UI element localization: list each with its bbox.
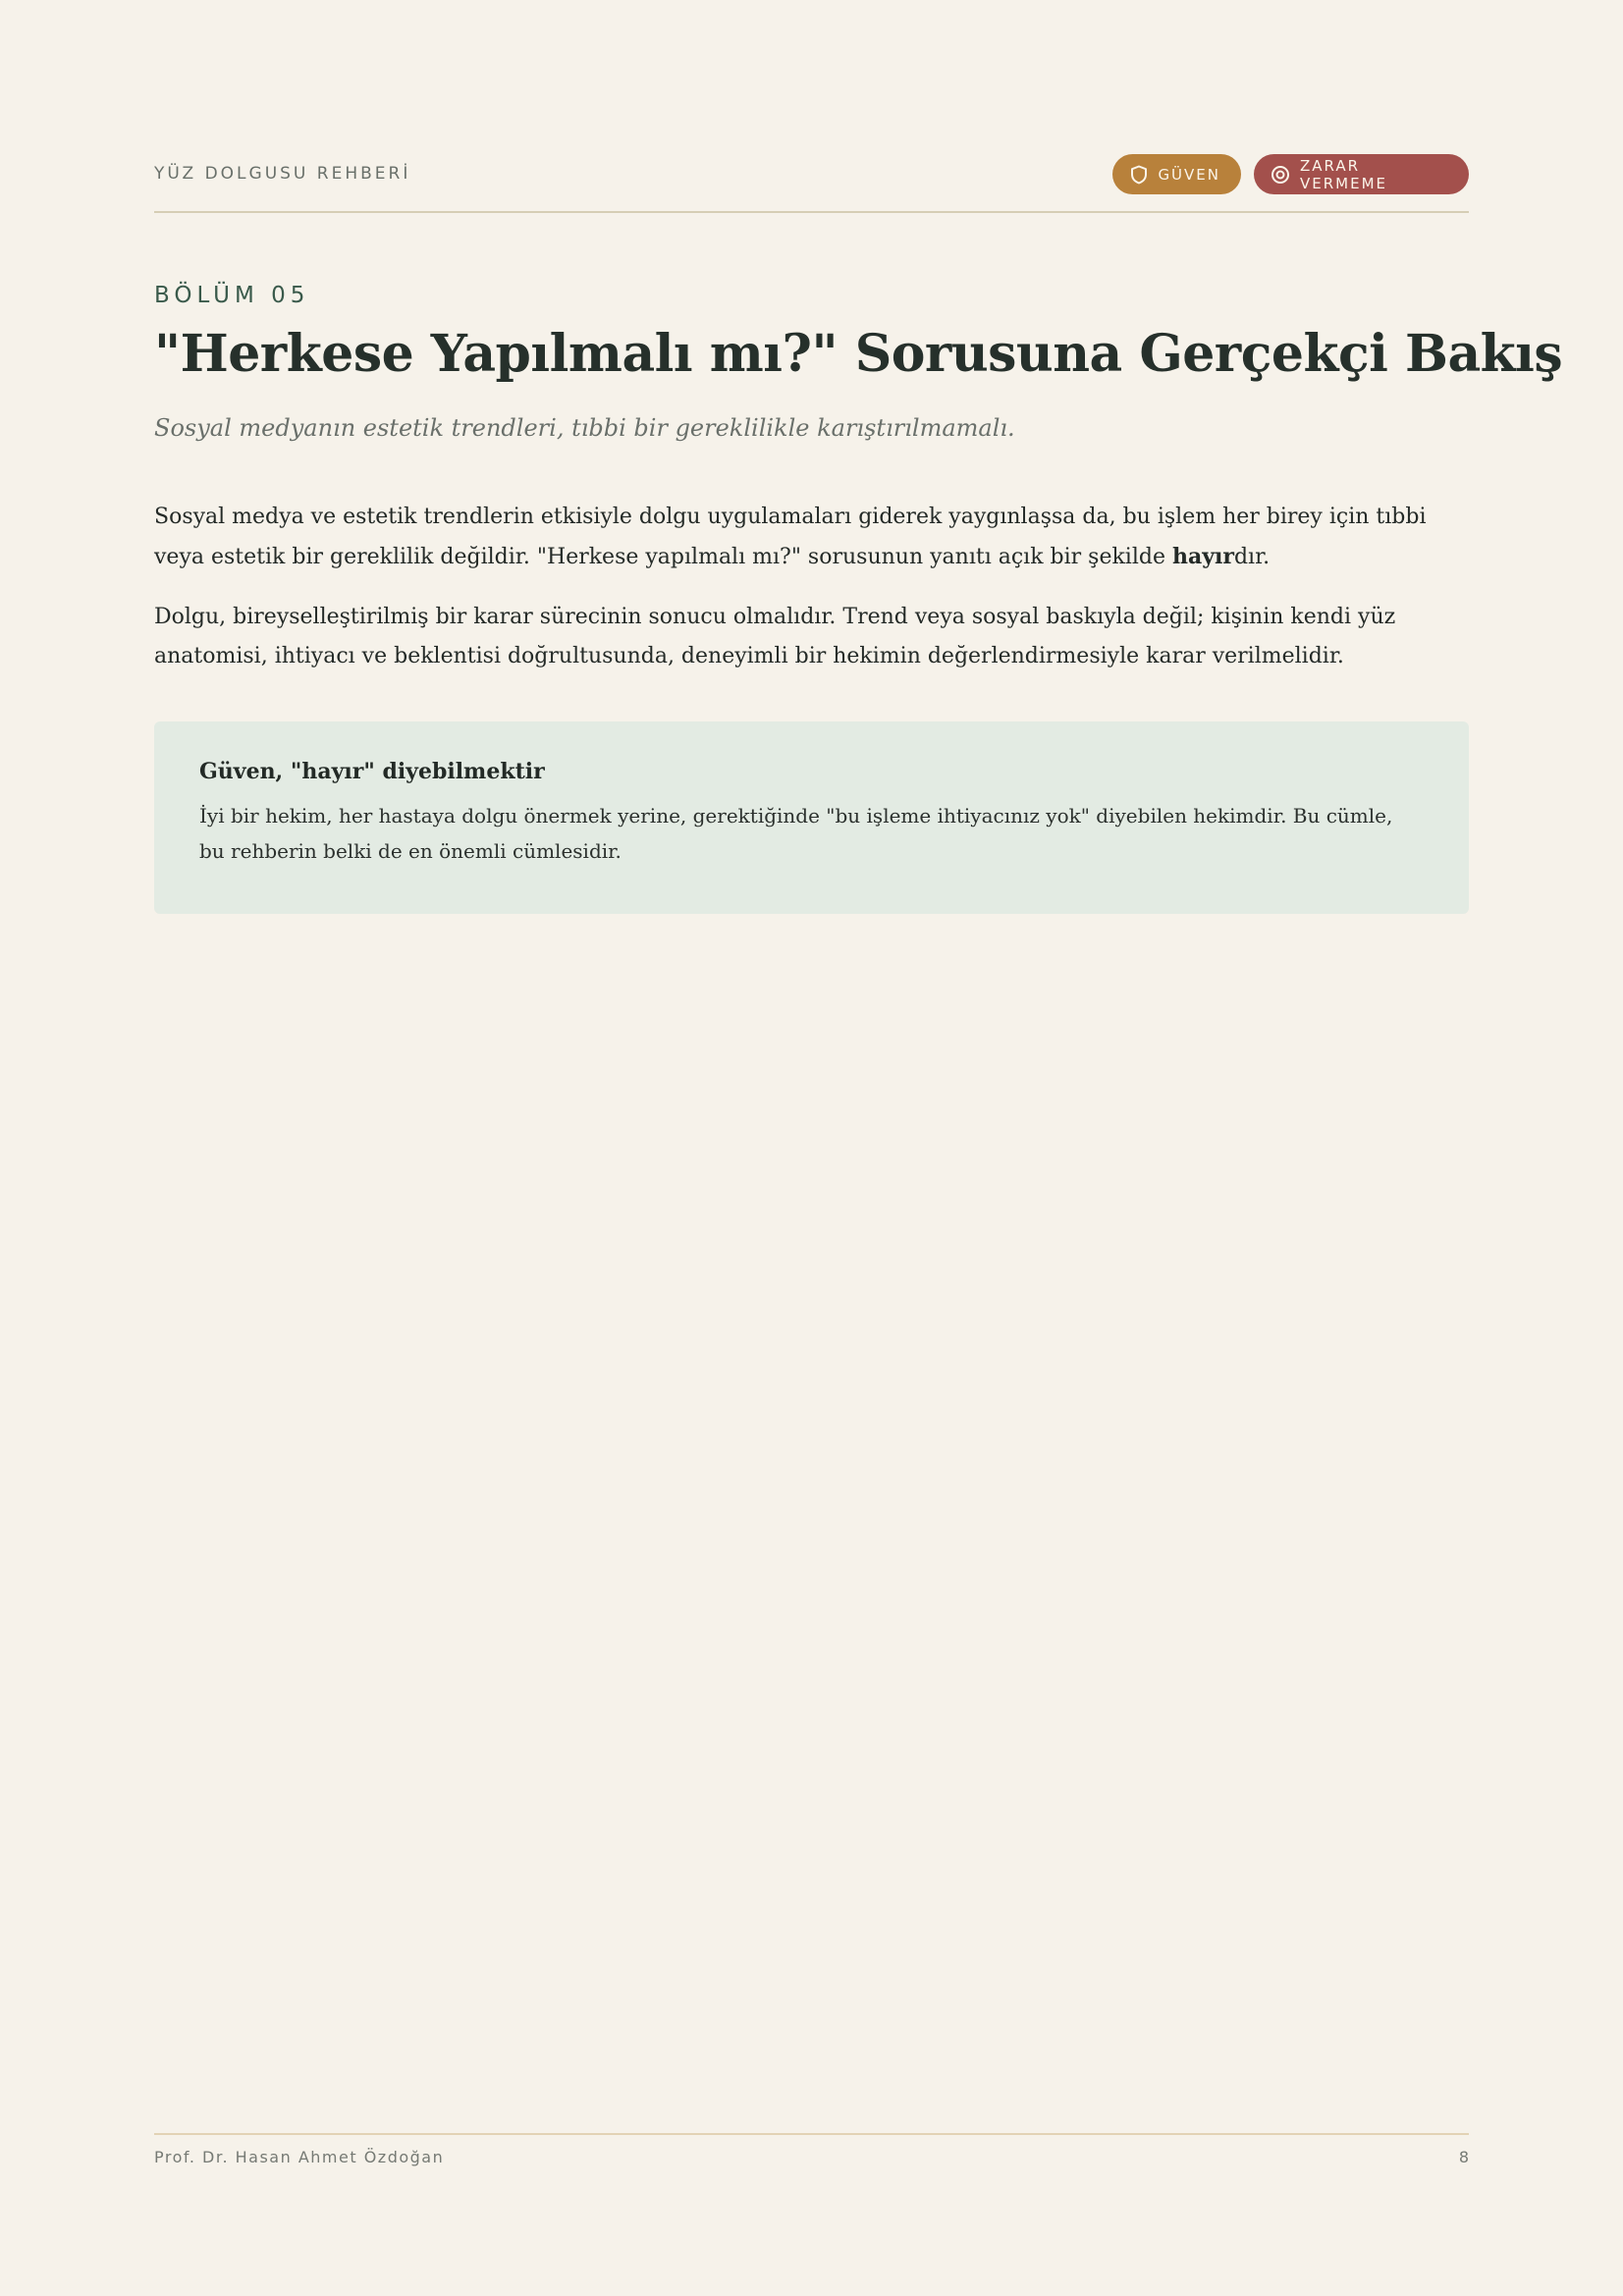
trust-badge-label: GÜVEN bbox=[1158, 165, 1220, 184]
paragraph-1-suffix: dır. bbox=[1233, 545, 1271, 569]
page-footer bbox=[154, 2133, 1469, 2166]
target-icon bbox=[1271, 165, 1290, 185]
emphasis-text: hayır bbox=[1171, 544, 1234, 569]
body-paragraph-2: Dolgu, bireyselleştirilmiş bir karar sürecinin sonucu olmalıdır. Trend veya sosyal baskıyla değil; kişinin kendi yüz anatomisi, ihtiyacı ve beklentisi doğrultusunda, deneyimli bir hekimin değerlendirmesiyle karar verilmelidir. bbox=[154, 605, 1396, 668]
page-header bbox=[154, 154, 1469, 213]
guide-title: YÜZ DOLGUSU REHBERİ bbox=[154, 164, 411, 184]
trust-badge bbox=[1112, 154, 1241, 194]
callout-box bbox=[154, 721, 1469, 914]
section-label: BÖLÜM 05 bbox=[154, 283, 310, 308]
paragraph-1-text: Sosyal medya ve estetik trendlerin etkisiyle dolgu uygulamaları giderek yaygınlaşsa da, bu işlem her birey için tıbbi veya estetik bir gereklilik değildir. "Herkese yapılmalı mı?" sorusunun yanıtı açık bir şekilde bbox=[154, 505, 1427, 569]
badge-group bbox=[1112, 154, 1469, 194]
body-paragraph-1 bbox=[154, 498, 1469, 577]
callout-title: Güven, "hayır" diyebilmektir bbox=[199, 759, 545, 784]
shield-icon bbox=[1129, 165, 1148, 185]
page-subtitle: Sosyal medyanın estetik trendleri, tıbbi bir gereklilikle karıştırılmamalı. bbox=[154, 414, 1015, 442]
page-number: 8 bbox=[1458, 2148, 1469, 2166]
footer-author: Prof. Dr. Hasan Ahmet Özdoğan bbox=[154, 2148, 445, 2166]
callout-text: İyi bir hekim, her hastaya dolgu önermek yerine, gerektiğinde "bu işleme ihtiyacınız yok" diyebilen hekimdir. Bu cümle, bu rehberin belki de en önemli cümlesidir. bbox=[199, 804, 1393, 863]
document-page bbox=[154, 0, 1563, 2296]
page-title: "Herkese Yapılmalı mı?" Sorusuna Gerçekçi Bakış bbox=[154, 324, 1563, 384]
no-harm-badge-label: ZARAR VERMEME bbox=[1300, 156, 1387, 192]
no-harm-badge bbox=[1254, 154, 1469, 194]
